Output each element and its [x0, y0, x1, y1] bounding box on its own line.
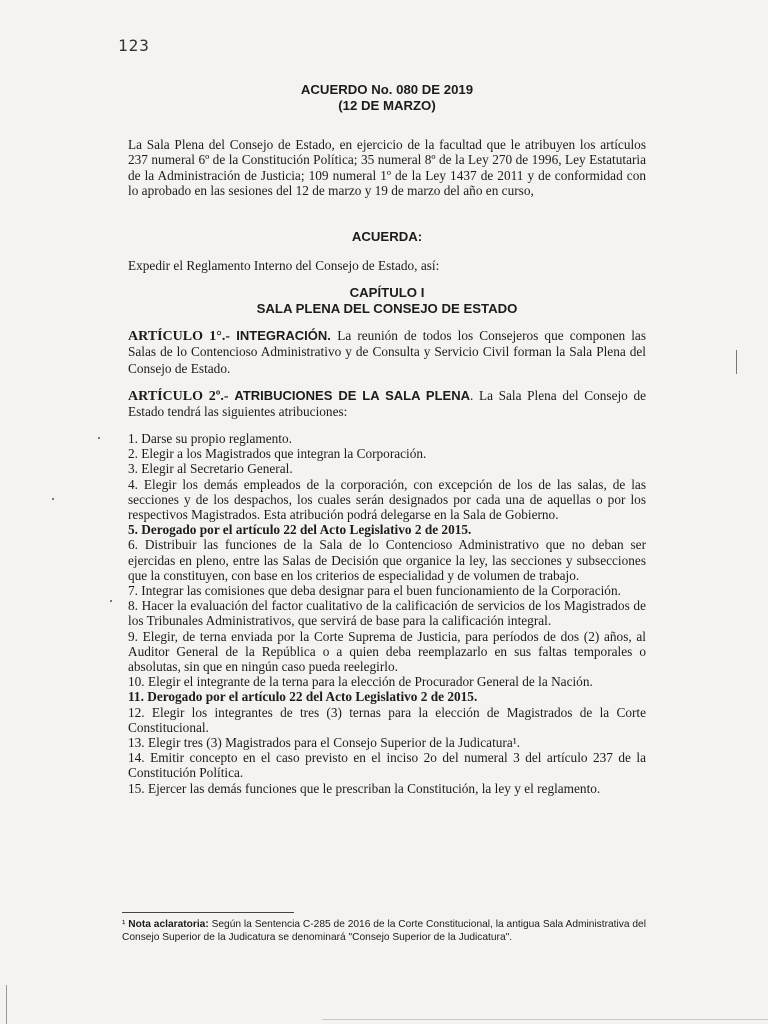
article-1-text: La reunión de todos los Consejeros que componen las Salas de lo Contencioso Administrativo y de Consulta y Servicio Civil forman la Sala Plena del Consejo de Estado.: [128, 328, 646, 376]
article-1-heading: INTEGRACIÓN.: [236, 328, 331, 343]
list-item: 9. Elegir, de terna enviada por la Corte Suprema de Justicia, para períodos de dos (2) años, al Auditor General de la República o a quien deba reemplazarlo en sus faltas temporales o absolutas, sin que en ningún caso pueda reelegirlo.: [128, 628, 646, 675]
article-1: [128, 328, 646, 377]
footnote-text: Según la Sentencia C-285 de 2016 de la Corte Constitucional, la antigua Sala Administrativa del Consejo Superior de la Judicatura se denominará "Consejo Superior de la Judicatura".: [122, 919, 646, 943]
title-line-2: (12 DE MARZO): [338, 98, 436, 113]
list-item: 14. Emitir concepto en el caso previsto en el inciso 2o del numeral 3 del artículo 237 de la Constitución Política.: [128, 750, 646, 781]
list-item: 13. Elegir tres (3) Magistrados para el Consejo Superior de la Judicatura¹.: [128, 735, 521, 751]
chapter-heading: [128, 285, 646, 317]
article-2-text: . La Sala Plena del Consejo de Estado tendrá las siguientes atribuciones:: [128, 388, 647, 420]
scan-mark: [736, 350, 737, 374]
atribuciones-list: [128, 431, 646, 796]
list-item: 8. Hacer la evaluación del factor cualitativo de la calificación de servicios de los Magistrados de los Tribunales Administrativos, que servirá de base para la calificación integral.: [128, 598, 646, 629]
document-title: [128, 82, 646, 114]
article-2-heading: ATRIBUCIONES DE LA SALA PLENA: [234, 388, 470, 403]
footnote-marker: ¹: [122, 919, 126, 930]
list-item: 15. Ejercer las demás funciones que le prescriban la Constitución, la ley y el reglamento.: [128, 780, 601, 796]
list-item: 6. Distribuir las funciones de la Sala de lo Contencioso Administrativo que no deban ser ejercidas en pleno, entre las Salas de Decisión que organice la ley, las secciones y subsecciones que la constituyen, con base en los criterios de especialidad y de volumen de trabajo.: [128, 537, 646, 583]
title-line-1: ACUERDO No. 080 DE 2019: [300, 82, 474, 97]
list-item: 12. Elegir los integrantes de tres (3) ternas para la elección de Magistrados de la Corte Constitucional.: [128, 704, 646, 735]
scan-speck: [110, 600, 112, 602]
expedir-paragraph: Expedir el Reglamento Interno del Consejo de Estado, así:: [128, 258, 440, 273]
chapter-number: CAPÍTULO I: [349, 285, 425, 300]
list-item: 10. Elegir el integrante de la terna para la elección de Procurador General de la Nación.: [128, 674, 593, 690]
list-item-derogado: 11. Derogado por el artículo 22 del Acto Legislativo 2 de 2015.: [128, 689, 478, 705]
list-item-derogado: 5. Derogado por el artículo 22 del Acto Legislativo 2 de 2015.: [128, 522, 472, 538]
list-item: 7. Integrar las comisiones que deba designar para el buen funcionamiento de la Corporación.: [128, 583, 621, 599]
list-item: 3. Elegir al Secretario General.: [128, 461, 293, 477]
footnote: [122, 918, 646, 944]
scan-speck: [98, 437, 100, 439]
article-1-label: ARTÍCULO 1°.-: [128, 329, 231, 344]
preamble-paragraph: La Sala Plena del Consejo de Estado, en ejercicio de la facultad que le atribuyen los artículos 237 numeral 6º de la Constitución Política; 35 numeral 8º de la Ley 270 de 1996, Ley Estatutaria de la Administración de Justicia; 109 numeral 1º de la Ley 1437 de 2011 y de conformidad con lo aprobado en las sesiones del 12 de marzo y 19 de marzo del año en curso,: [128, 137, 646, 198]
article-2: [128, 388, 646, 421]
list-item: 2. Elegir a los Magistrados que integran la Corporación.: [128, 446, 427, 462]
footnote-separator: [122, 912, 294, 913]
chapter-name: SALA PLENA DEL CONSEJO DE ESTADO: [256, 301, 518, 316]
scan-mark: [6, 985, 7, 1024]
page-number: 123: [118, 36, 150, 55]
acuerda-heading: ACUERDA:: [351, 229, 423, 244]
footnote-label: Nota aclaratoria:: [128, 919, 209, 930]
scan-edge: [322, 1019, 768, 1020]
list-item: 4. Elegir los demás empleados de la corporación, con excepción de los de las salas, de las secciones y de los despachos, los cuales serán designados por cada una de aquellas o por los respectivos Magistrados. Esta atribución podrá delegarse en la Sala de Gobierno.: [128, 476, 646, 523]
scan-speck: [52, 498, 54, 500]
article-2-label: ARTÍCULO 2º.-: [128, 389, 229, 404]
list-item: 1. Darse su propio reglamento.: [128, 431, 292, 446]
